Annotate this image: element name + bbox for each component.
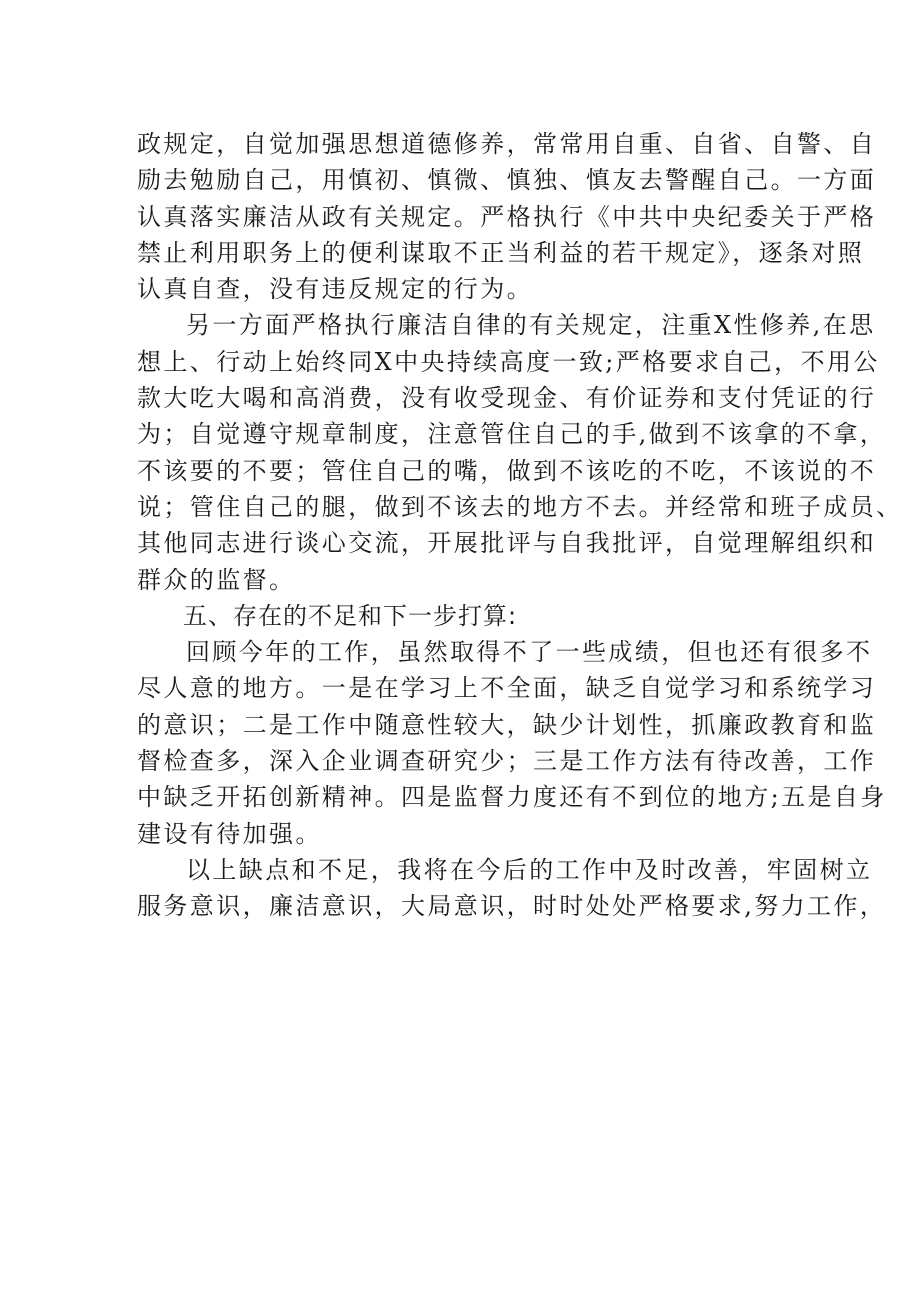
body-line-15: 回顾今年的工作，虽然取得不了一些成绩，但也还有很多不: [186, 638, 873, 667]
body-line-19: 中缺乏开拓创新精神。四是监督力度还有不到位的地方;五是自身: [137, 783, 887, 812]
body-line-8: 款大吃大喝和高消费，没有收受现金、有价证券和支付凭证的行: [137, 384, 877, 413]
body-line-6: 另一方面严格执行廉洁自律的有关规定，注重X性修养,在思: [186, 311, 876, 340]
body-line-1: 政规定，自觉加强思想道德修养，常常用自重、自省、自警、自: [137, 130, 877, 158]
body-line-17: 的意识；二是工作中随意性较大，缺少计划性，抓廉政教育和监: [137, 710, 877, 739]
body-line-5: 认真自查，没有违反规定的行为。: [137, 275, 533, 304]
body-line-22: 服务意识，廉洁意识，大局意识，时时处处严格要求,努力工作，: [137, 892, 887, 921]
document-body: [137, 126, 903, 925]
body-line-20: 建设有待加强。: [137, 819, 322, 848]
body-line-16: 尽人意的地方。一是在学习上不全面，缺乏自觉学习和系统学习: [137, 674, 877, 703]
body-line-21: 以上缺点和不足，我将在今后的工作中及时改善，牢固树立: [186, 855, 873, 884]
body-line-9: 为；自觉遵守规章制度，注意管住自己的手,做到不该拿的不拿，: [137, 420, 887, 449]
body-line-11: 说；管住自己的腿，做到不该去的地方不去。并经常和班子成员、: [137, 492, 903, 521]
body-line-10: 不该要的不要；管住自己的嘴，做到不该吃的不吃，不该说的不: [137, 456, 877, 485]
section-heading: 五、存在的不足和下一步打算:: [183, 601, 518, 630]
body-line-13: 群众的监督。: [137, 565, 296, 594]
body-line-2: 励去勉励自己，用慎初、慎微、慎独、慎友去警醒自己。一方面: [137, 166, 877, 195]
body-line-3: 认真落实廉洁从政有关规定。严格执行《中共中央纪委关于严格: [137, 202, 877, 231]
body-line-12: 其他同志进行谈心交流，开展批评与自我批评，自觉理解组织和: [137, 529, 877, 558]
body-line-7: 想上、行动上始终同X中央持续高度一致;严格要求自己，不用公: [137, 347, 880, 376]
body-line-4: 禁止利用职务上的便利谋取不正当利益的若干规定》，逐条对照: [137, 238, 865, 267]
body-line-18: 督检查多，深入企业调查研究少；三是工作方法有待改善，工作: [137, 747, 877, 776]
